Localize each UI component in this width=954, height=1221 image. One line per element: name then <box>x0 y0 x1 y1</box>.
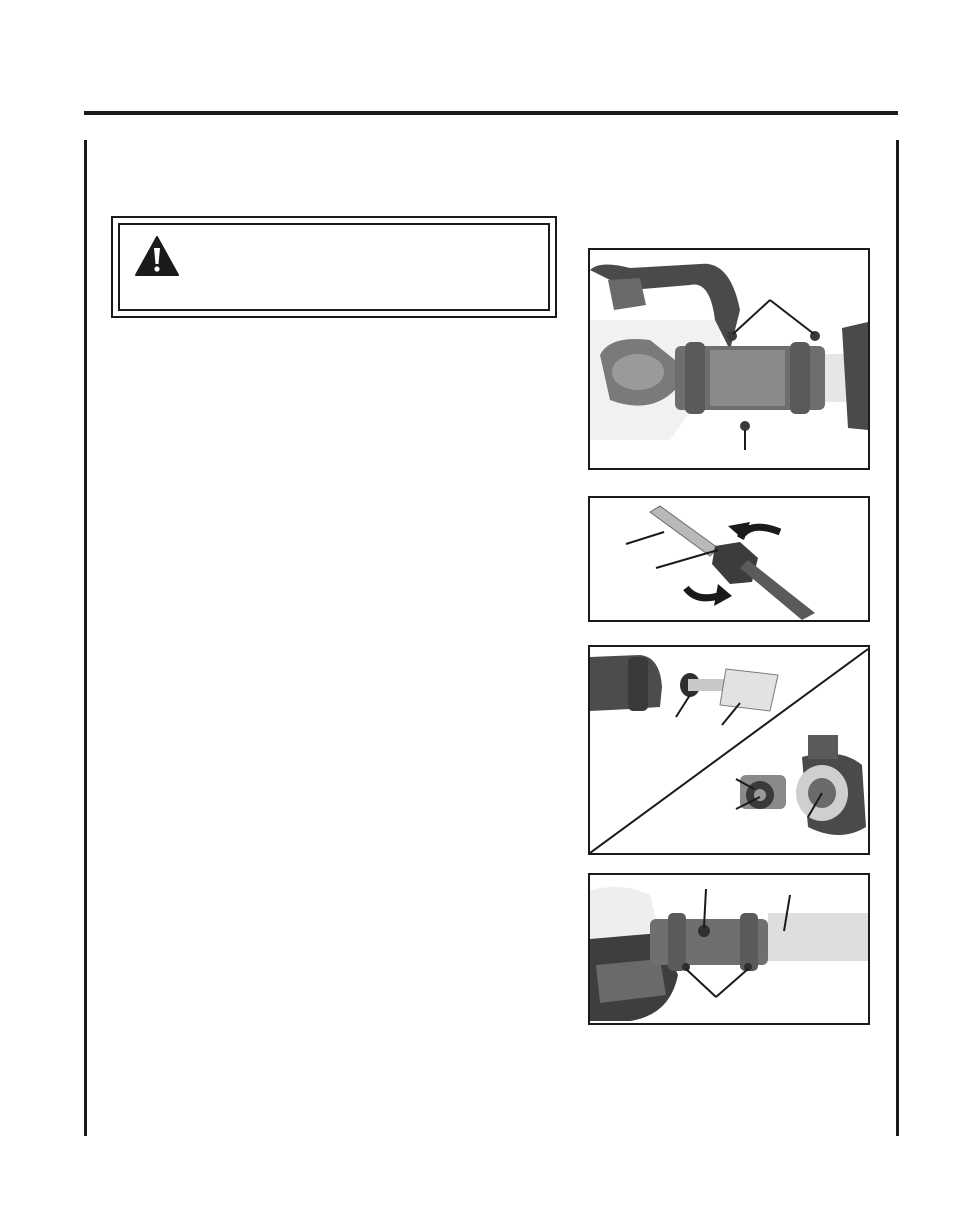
figure-coupler-engine <box>588 645 870 855</box>
figure-tube-housing <box>588 873 870 1025</box>
warning-triangle-icon <box>134 235 180 277</box>
figure-drive-shaft-rotation <box>588 496 870 622</box>
figure-gearhead-clamp <box>588 248 870 470</box>
right-border <box>896 140 899 1136</box>
left-border <box>84 140 87 1136</box>
warning-box-inner <box>118 223 550 311</box>
top-rule <box>84 111 898 115</box>
warning-box <box>111 216 557 318</box>
